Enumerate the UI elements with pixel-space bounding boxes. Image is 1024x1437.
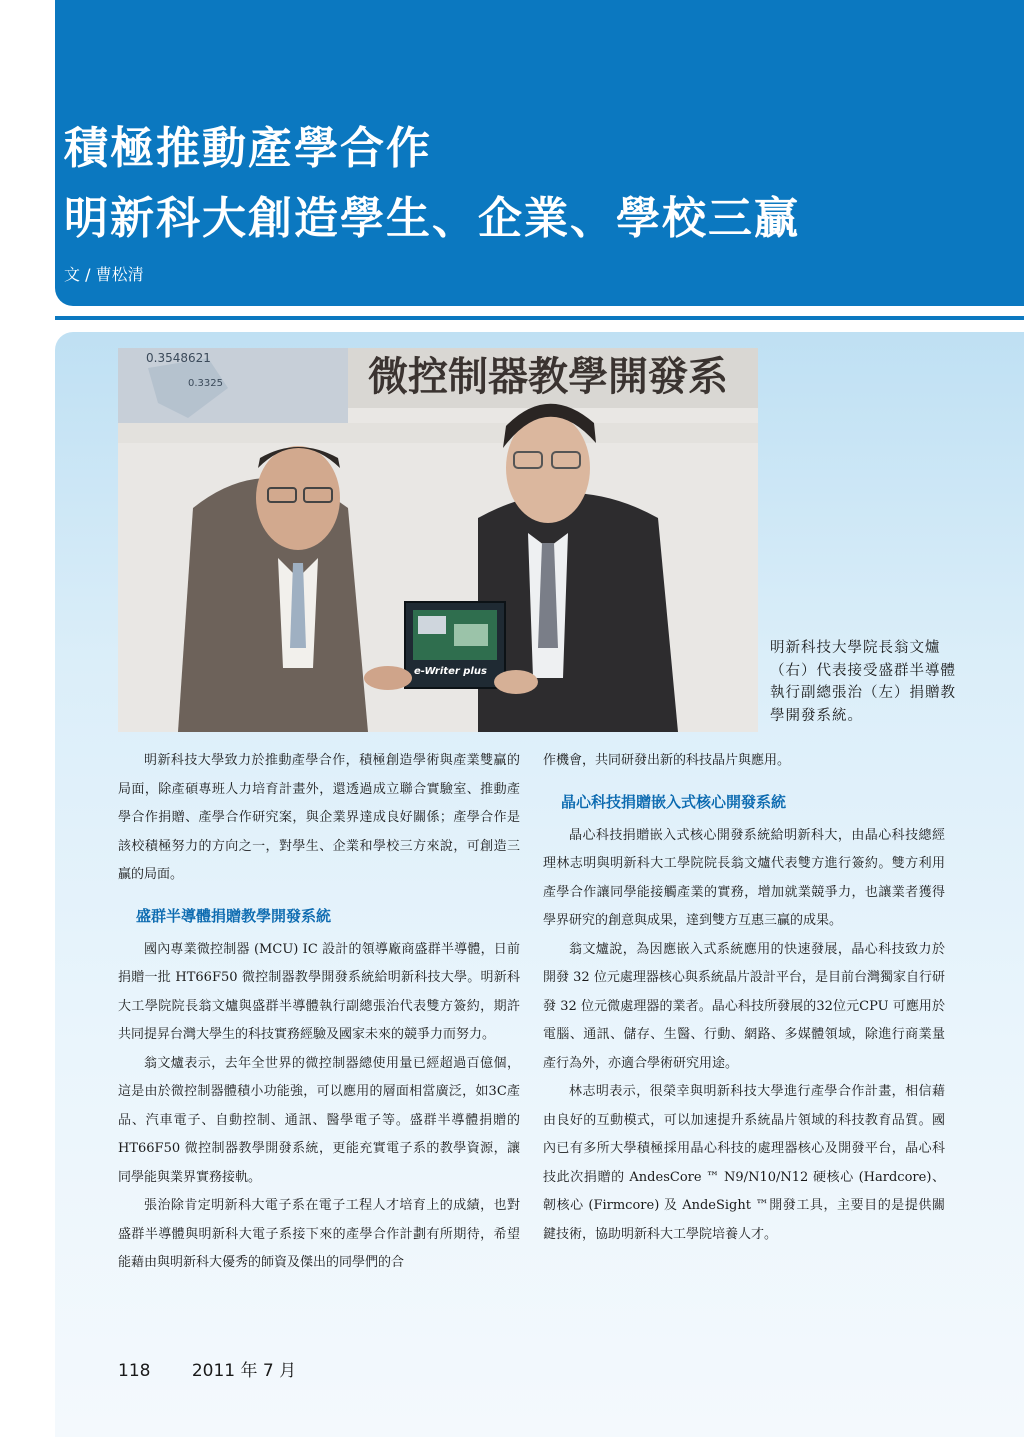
paragraph: 張治除肯定明新科大電子系在電子工程人才培育上的成績，也對盛群半導體與明新科大電子系接下來的產學合作計劃有所期待，希望能藉由與明新科大優秀的師資及傑出的同學們的合	[118, 1198, 520, 1270]
title-line-1: 積極推動產學合作	[64, 123, 432, 174]
issue-date: 2011 年 7 月	[191, 1361, 297, 1381]
photo-caption: 明新科技大學院長翁文爐（右）代表接受盛群半導體執行副總張治（左）捐贈教學開發系統。	[770, 640, 956, 724]
section-heading-andes: 晶心科技捐贈嵌入式核心開發系統	[561, 792, 787, 811]
page-number: 118	[118, 1361, 151, 1381]
page-footer	[118, 1356, 296, 1381]
paragraph: 翁文爐說，為因應嵌入式系統應用的快速發展，晶心科技致力於開發 32 位元處理器核心與系統晶片設計平台，是目前台灣獨家自行研發 32 位元微處理器的業者。晶心科技所發展的32位元CPU 可應用於電腦、通訊、儲存、生醫、行動、網路、多媒體領域，除進行商業量產行為外，亦適合學術研究用途。	[543, 941, 945, 1071]
paragraph: 國內專業微控制器 (MCU) IC 設計的領導廠商盛群半導體，日前捐贈一批 HT66F50 微控制器教學開發系統給明新科技大學。明新科大工學院院長翁文爐與盛群半導體執行副總張治代表雙方簽約，期許共同提昇台灣大學生的科技實務經驗及國家未來的競爭力而努力。	[118, 941, 520, 1042]
photo-chart-value-1: 0.3548621	[146, 351, 211, 365]
section-heading-holtek: 盛群半導體捐贈教學開發系統	[136, 906, 332, 925]
paragraph: 晶心科技捐贈嵌入式核心開發系統給明新科大，由晶心科技總經理林志明與明新科大工學院院長翁文爐代表雙方進行簽約。雙方利用產學合作讓同學能接觸產業的實務，增加就業競爭力，也讓業者獲得學界研究的創意與成果，達到雙方互惠三贏的成果。	[543, 827, 945, 928]
right-column	[543, 747, 945, 1249]
continuation-paragraph: 作機會，共同研發出新的科技晶片與應用。	[543, 753, 791, 768]
photo-chart-value-2: 0.3325	[188, 378, 223, 389]
photo-product-label: e-Writer plus	[414, 666, 487, 677]
left-column	[118, 747, 520, 1278]
paragraph: 翁文爐表示，去年全世界的微控制器總使用量已經超過百億個，這是由於微控制器體積小功能強，可以應用的層面相當廣泛，如3C產品、汽車電子、自動控制、通訊、醫學電子等。盛群半導體捐贈的 HT66F50 微控制器教學開發系統，更能充實電子系的教學資源，讓同學能與業界實務接軌。	[118, 1055, 520, 1185]
photo-banner-text: 微控制器教學開發系	[368, 353, 728, 400]
event-photo	[118, 348, 758, 732]
paragraph: 林志明表示，很榮幸與明新科技大學進行產學合作計畫，相信藉由良好的互動模式，可以加速提升系統晶片領域的科技教育品質。國內已有多所大學積極採用晶心科技的處理器核心及開發平台，晶心科技此次捐贈的 AndesCore ™ N9/N10/N12 硬核心 (Hardcore)、韌核心 (Firmcore) 及 AndeSight ™開發工具，主要目的是提供關鍵技術，協助明新科大工學院培養人才。	[543, 1084, 945, 1242]
title-line-2: 明新科大創造學生、企業、學校三贏	[64, 193, 800, 244]
author-byline: 文 / 曹松清	[64, 265, 144, 284]
intro-paragraph: 明新科技大學致力於推動產學合作，積極創造學術與產業雙贏的局面，除產碩專班人力培育計畫外，還透過成立聯合實驗室、推動產學合作捐贈、產學合作研究案，與企業界達成良好關係；產學合作是該校積極努力的方向之一，對學生、企業和學校三方來說，可創造三贏的局面。	[118, 753, 520, 882]
divider-rule	[55, 316, 1024, 320]
